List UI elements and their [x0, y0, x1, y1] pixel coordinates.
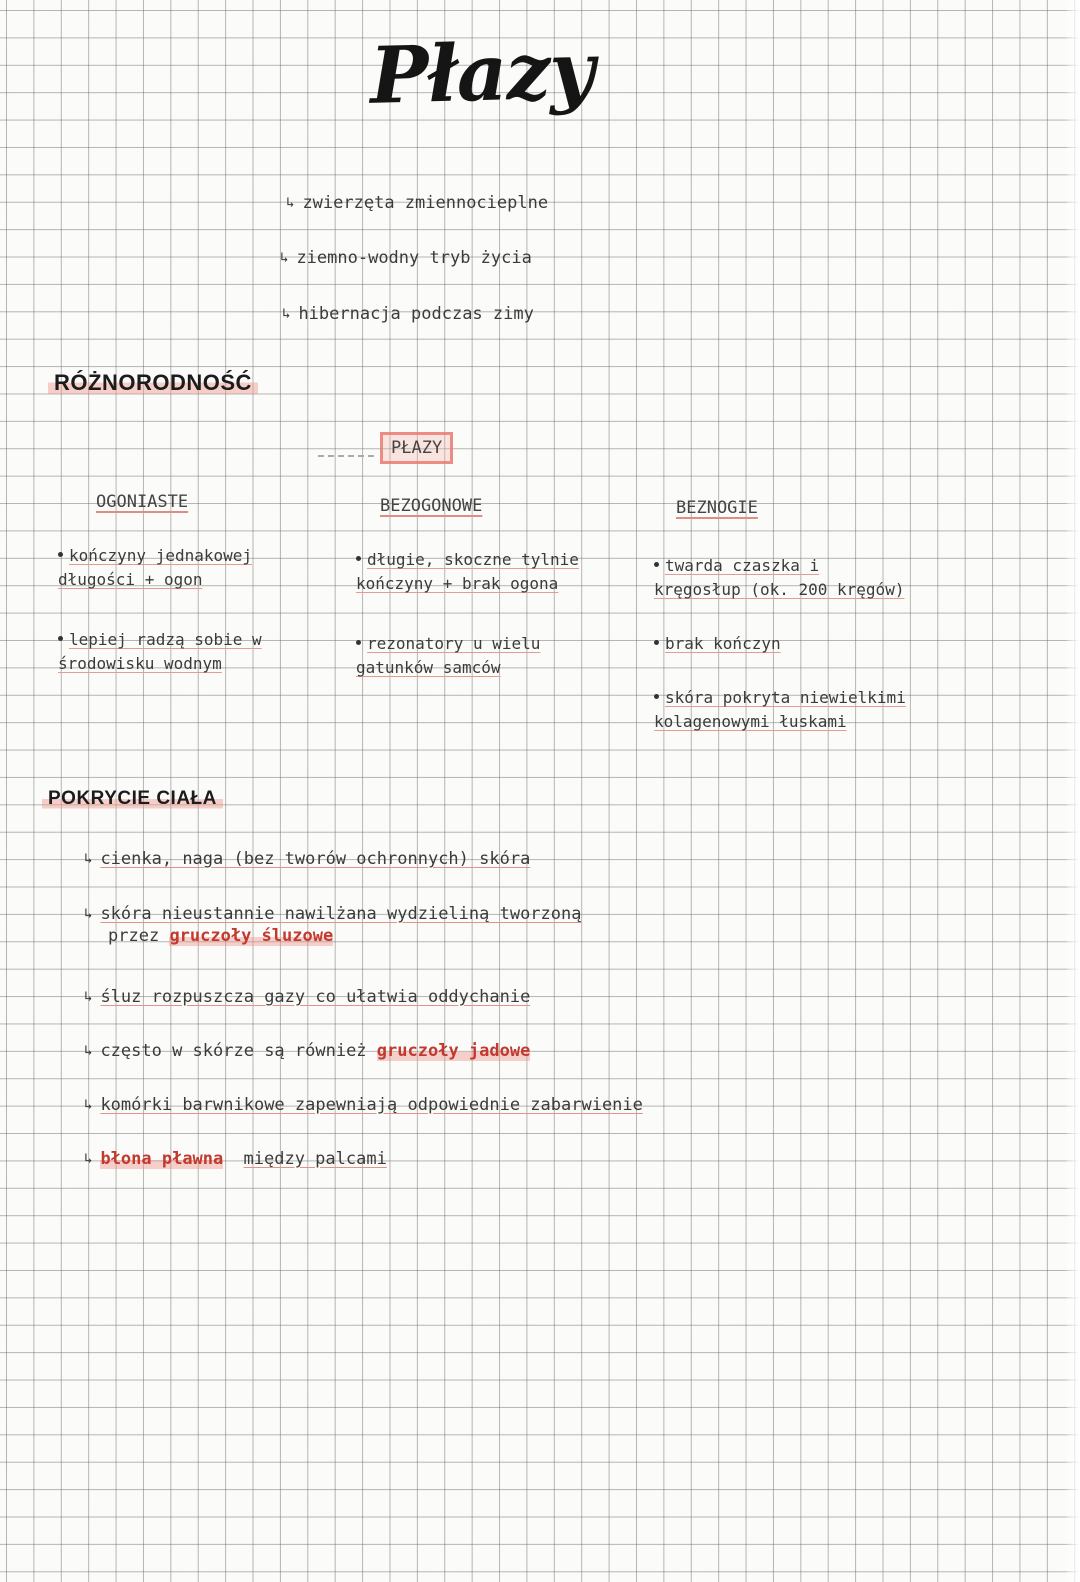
column-title-beznogie: BEZNOGIE — [676, 498, 758, 518]
page-edge — [1066, 0, 1080, 1582]
list-item: ↳ cienka, naga (bez tworów ochronnych) skóra — [84, 849, 531, 869]
connector-line — [318, 455, 374, 457]
arrow-icon: ↳ — [286, 195, 295, 211]
list-item: ↳ skóra nieustannie nawilżana wydzieliną tworzoną przez gruczoły śluzowe — [84, 904, 582, 946]
arrow-icon: ↳ — [282, 306, 291, 322]
arrow-icon: ↳ — [84, 851, 93, 867]
arrow-icon: ↳ — [84, 1043, 93, 1059]
list-item: kończyny jednakowej długości + ogon — [58, 546, 253, 589]
list-item: lepiej radzą sobie w środowisku wodnym — [58, 630, 262, 673]
list-item: ↳ śluz rozpuszcza gazy co ułatwia oddychanie — [84, 987, 531, 1007]
bullet-icon — [58, 636, 63, 641]
column-title-ogoniaste: OGONIASTE — [96, 492, 189, 512]
arrow-icon: ↳ — [84, 1097, 93, 1113]
page-title: Płazy — [368, 25, 595, 122]
bullet-icon — [654, 562, 659, 567]
bullet-icon — [654, 694, 659, 699]
column-title-bezogonowe: BEZOGONOWE — [380, 496, 483, 516]
arrow-icon: ↳ — [84, 906, 93, 922]
arrow-icon: ↳ — [280, 250, 289, 266]
highlight-text: gruczoły jadowe — [376, 1041, 531, 1061]
list-item: brak kończyn — [654, 632, 954, 656]
list-item: ↳ błona pławna między palcami — [84, 1149, 387, 1169]
list-item: ↳ często w skórze są również gruczoły jadowe — [84, 1041, 531, 1061]
arrow-icon: ↳ — [84, 1151, 93, 1167]
bullet-icon — [356, 556, 361, 561]
highlight-text: gruczoły śluzowe — [169, 926, 334, 946]
arrow-icon: ↳ — [84, 989, 93, 1005]
section-heading-body-covering: POKRYCIE CIAŁA — [42, 788, 223, 812]
bullet-icon — [58, 552, 63, 557]
list-item: ↳ komórki barwnikowe zapewniają odpowiednie zabarwienie — [84, 1095, 643, 1115]
section-heading-diversity: RÓŻNORODNOŚĆ — [48, 370, 258, 398]
list-item: długie, skoczne tylnie kończyny + brak ogona — [356, 550, 579, 593]
bullet-icon — [356, 640, 361, 645]
list-item: twarda czaszka i kręgosłup (ok. 200 kręgów) — [654, 556, 905, 599]
list-item: skóra pokryta niewielkimi kolagenowymi łuskami — [654, 688, 906, 731]
bullet-icon — [654, 640, 659, 645]
intro-item: ↳ ziemno-wodny tryb życia — [280, 248, 532, 268]
intro-item: ↳ hibernacja podczas zimy — [282, 304, 534, 324]
list-item: rezonatory u wielu gatunków samców — [356, 634, 541, 677]
center-label: PŁAZY — [380, 432, 453, 464]
highlight-text: błona pławna — [100, 1149, 224, 1169]
intro-item: ↳ zwierzęta zmiennocieplne — [286, 193, 549, 213]
